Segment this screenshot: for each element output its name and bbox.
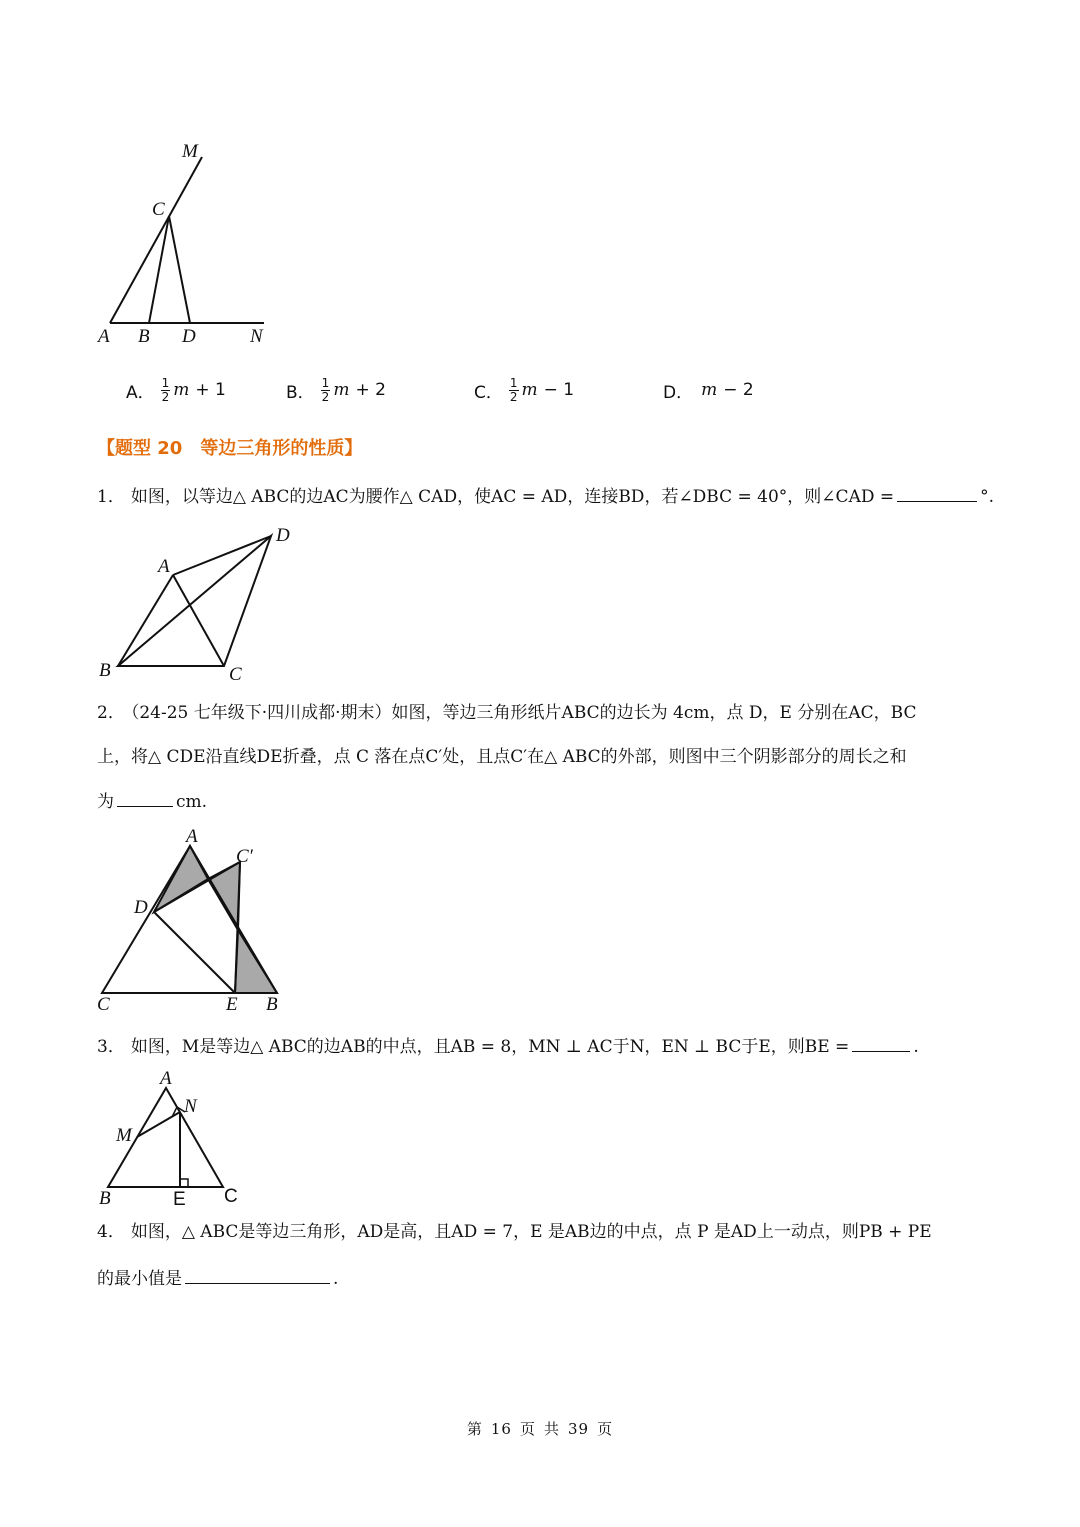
label-D: D <box>134 897 148 918</box>
label-C: C <box>229 664 242 685</box>
option-letter: D． <box>663 382 694 403</box>
question-text: （24-25 七年级下·四川成都·期末）如图，等边三角形纸片ABC的边长为 4cm，点 D，E 分别在AC，BC <box>130 703 917 723</box>
option-letter: A． <box>126 382 155 403</box>
question-number: 4． <box>97 1222 125 1242</box>
option-rest: − 2 <box>723 380 754 400</box>
question-number: 3． <box>97 1037 125 1057</box>
answer-blank[interactable] <box>185 1265 330 1284</box>
label-B: B <box>138 326 150 347</box>
question-4-line-2 <box>97 1265 338 1291</box>
option-rest: + 2 <box>355 380 386 400</box>
option-letter: B． <box>286 382 315 403</box>
section-title: 【题型 20 等边三角形的性质】 <box>97 438 363 459</box>
label-C: C <box>224 1186 238 1207</box>
label-C-prime: C′ <box>236 846 253 867</box>
label-C: C <box>152 199 165 220</box>
question-text: 如图，以等边△ ABC的边AC为腰作△ CAD，使AC = AD，连接BD，若∠DBC = 40°，则∠CAD = <box>130 487 895 507</box>
label-A: A <box>98 326 110 347</box>
question-text: 如图，△ ABC是等边三角形，AD是高，且AD = 7，E 是AB边的中点，点 P 是AD上一动点，则PB + PE <box>130 1222 932 1242</box>
variable: m <box>333 380 350 400</box>
label-B: B <box>266 994 278 1015</box>
question-tail: °. <box>980 487 995 507</box>
question-tail: cm. <box>176 792 208 812</box>
fraction: $\frac{1}{2}$ <box>509 375 518 404</box>
question-tail: . <box>913 1037 919 1057</box>
option-rest: + 1 <box>195 380 226 400</box>
label-B: B <box>99 1188 111 1209</box>
fraction: $\frac{1}{2}$ <box>161 375 170 404</box>
question-tail: . <box>333 1269 339 1289</box>
question-text: 的最小值是 <box>97 1269 182 1289</box>
label-A: A <box>186 826 198 847</box>
fraction: $\frac{1}{2}$ <box>321 375 330 404</box>
label-B: B <box>99 660 111 681</box>
question-number: 2． <box>97 703 125 723</box>
option-rest: − 1 <box>543 380 575 400</box>
option-letter: C． <box>474 382 503 403</box>
label-D: D <box>182 326 196 347</box>
variable: m <box>173 380 190 400</box>
question-text: 为 <box>97 792 114 812</box>
page-footer: 第 16 页 共 39 页 <box>466 1420 614 1438</box>
label-A: A <box>160 1068 172 1089</box>
label-E: E <box>173 1189 186 1210</box>
question-2-line-2: 上，将△ CDE沿直线DE折叠，点 C 落在点C′处，且点C′在△ ABC的外部，则图中三个阴影部分的周长之和 <box>97 747 907 767</box>
total-pages: 39 <box>568 1420 590 1438</box>
label-E: E <box>226 994 238 1015</box>
question-4-line-1 <box>97 1220 932 1244</box>
variable: m <box>521 380 538 400</box>
label-A: A <box>158 556 170 577</box>
label-M: M <box>182 141 198 162</box>
question-text: 如图，M是等边△ ABC的边AB的中点，且AB = 8，MN ⊥ AC于N，EN ⊥ BC于E，则BE = <box>130 1037 850 1057</box>
label-N: N <box>250 326 263 347</box>
question-number: 1． <box>97 487 125 507</box>
label-D: D <box>276 525 290 546</box>
current-page: 16 <box>490 1420 512 1438</box>
label-C: C <box>97 994 110 1015</box>
label-N: N <box>184 1096 197 1117</box>
variable: m <box>701 380 718 400</box>
label-M: M <box>116 1125 132 1146</box>
